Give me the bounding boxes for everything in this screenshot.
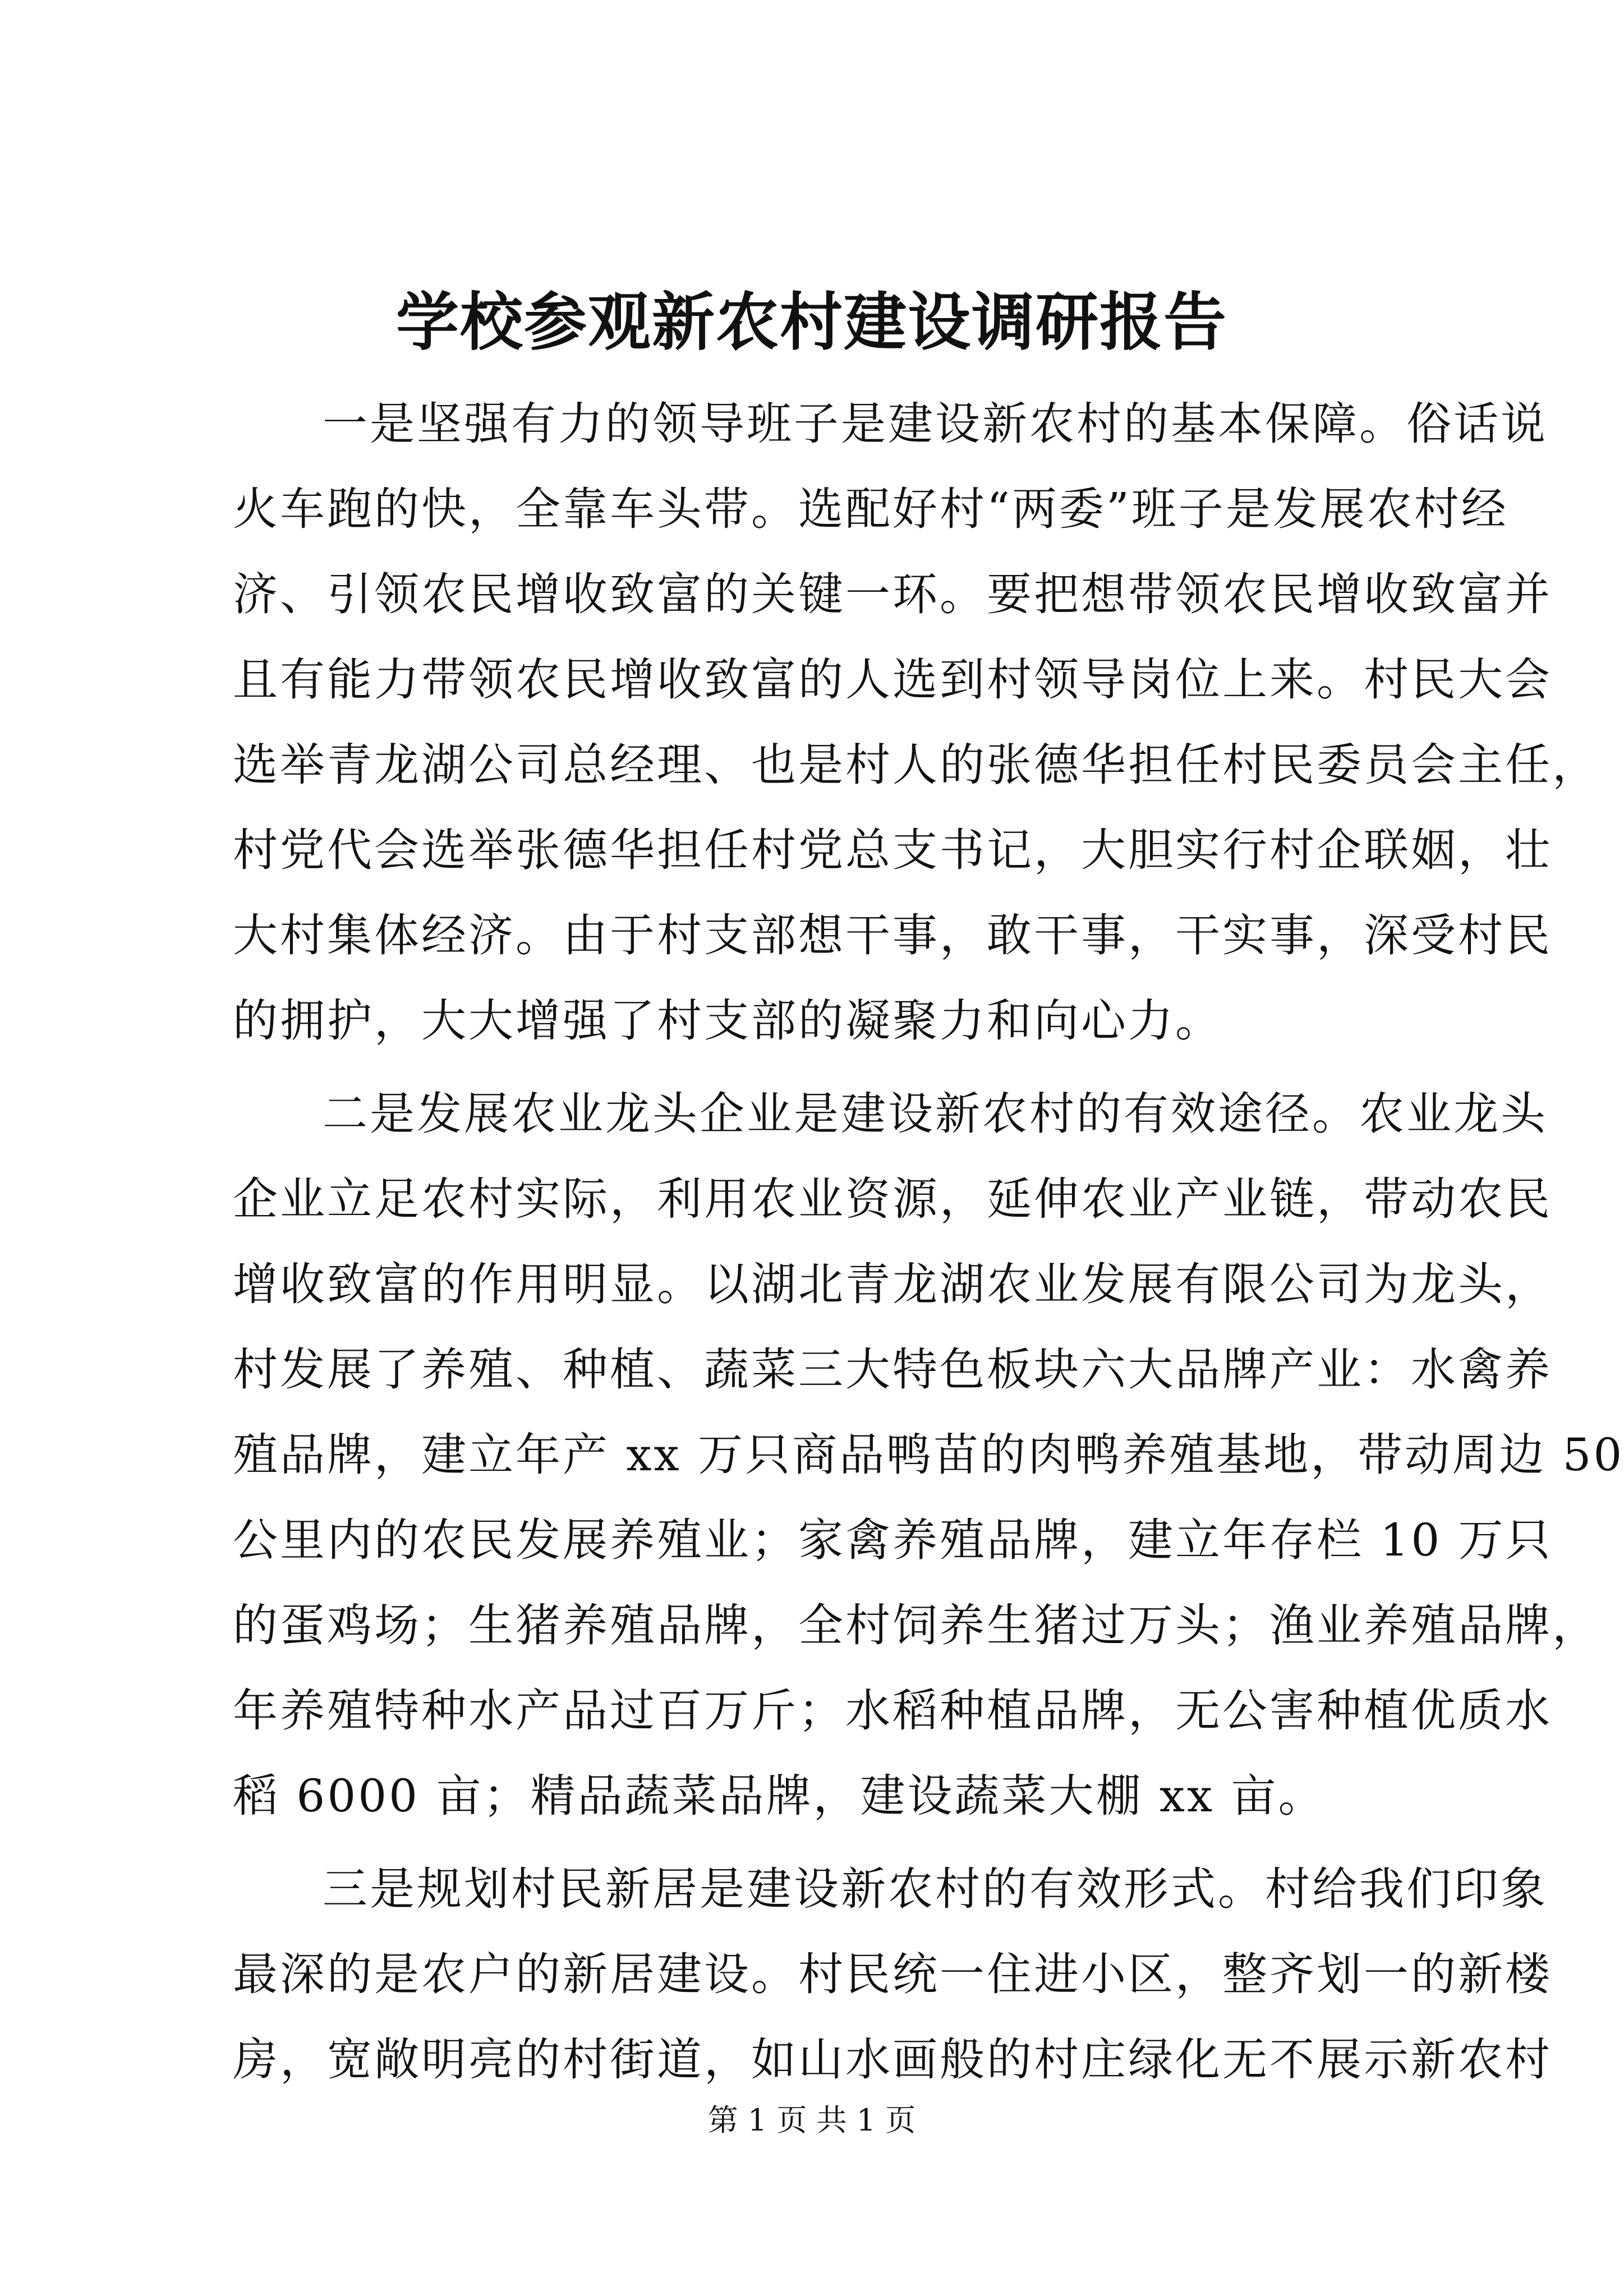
document-title: 学校参观新农村建设调研报告 [396, 286, 1227, 359]
paragraph-line: 的蛋鸡场；生猪养殖品牌，全村饲养生猪过万头；渔业养殖品牌， [233, 1599, 1599, 1651]
paragraph-line: 且有能力带领农民增收致富的人选到村领导岗位上来。村民大会 [233, 654, 1552, 706]
paragraph-line: 选举青龙湖公司总经理、也是村人的张德华担任村民委员会主任， [233, 739, 1599, 791]
paragraph-line: 村发展了养殖、种植、蔬菜三大特色板块六大品牌产业：水禽养 [233, 1343, 1552, 1396]
paragraph-line: 三是规划村民新居是建设新农村的有效形式。村给我们印象 [323, 1863, 1548, 1915]
paragraph-line: 稻 6000 亩；精品蔬菜品牌，建设蔬菜大棚 xx 亩。 [233, 1770, 1326, 1822]
paragraph-line: 增收致富的作用明显。以湖北青龙湖农业发展有限公司为龙头， [233, 1258, 1552, 1310]
paragraph-2 [233, 1071, 1624, 1839]
paragraph-line: 最深的是农户的新居建设。村民统一住进小区，整齐划一的新楼 [233, 1948, 1552, 2000]
paragraph-line: 的拥护，大大增强了村支部的凝聚力和向心力。 [233, 995, 1222, 1047]
paragraph-line: 火车跑的快，全靠车头带。选配好村“两委”班子是发展农村经 [233, 483, 1508, 535]
paragraph-line: 大村集体经济。由于村支部想干事，敢干事，干实事，深受村民 [233, 909, 1552, 961]
paragraph-line: 村党代会选举张德华担任村党总支书记，大胆实行村企联姻，壮 [233, 824, 1552, 876]
paragraph-line: 殖品牌，建立年产 xx 万只商品鸭苗的肉鸭养殖基地，带动周边 50 [233, 1429, 1624, 1481]
paragraph-line: 公里内的农民发展养殖业；家禽养殖品牌，建立年存栏 10 万只 [233, 1514, 1553, 1566]
paragraph-3 [233, 1847, 1552, 2102]
paragraph-line: 一是坚强有力的领导班子是建设新农村的基本保障。俗话说 [323, 398, 1548, 450]
paragraph-1 [233, 381, 1599, 1064]
paragraph-line: 年养殖特种水产品过百万斤；水稻种植品牌，无公害种植优质水 [233, 1685, 1552, 1737]
document-body [233, 381, 1624, 2102]
paragraph-line: 二是发展农业龙头企业是建设新农村的有效途径。农业龙头 [323, 1088, 1548, 1140]
page-number-footer: 第 1 页 共 1 页 [707, 2102, 916, 2138]
paragraph-line: 济、引领农民增收致富的关键一环。要把想带领农民增收致富并 [233, 568, 1552, 620]
paragraph-line: 企业立足农村实际，利用农业资源，延伸农业产业链，带动农民 [233, 1173, 1552, 1225]
paragraph-line: 房，宽敞明亮的村街道，如山水画般的村庄绿化无不展示新农村 [233, 2033, 1552, 2086]
